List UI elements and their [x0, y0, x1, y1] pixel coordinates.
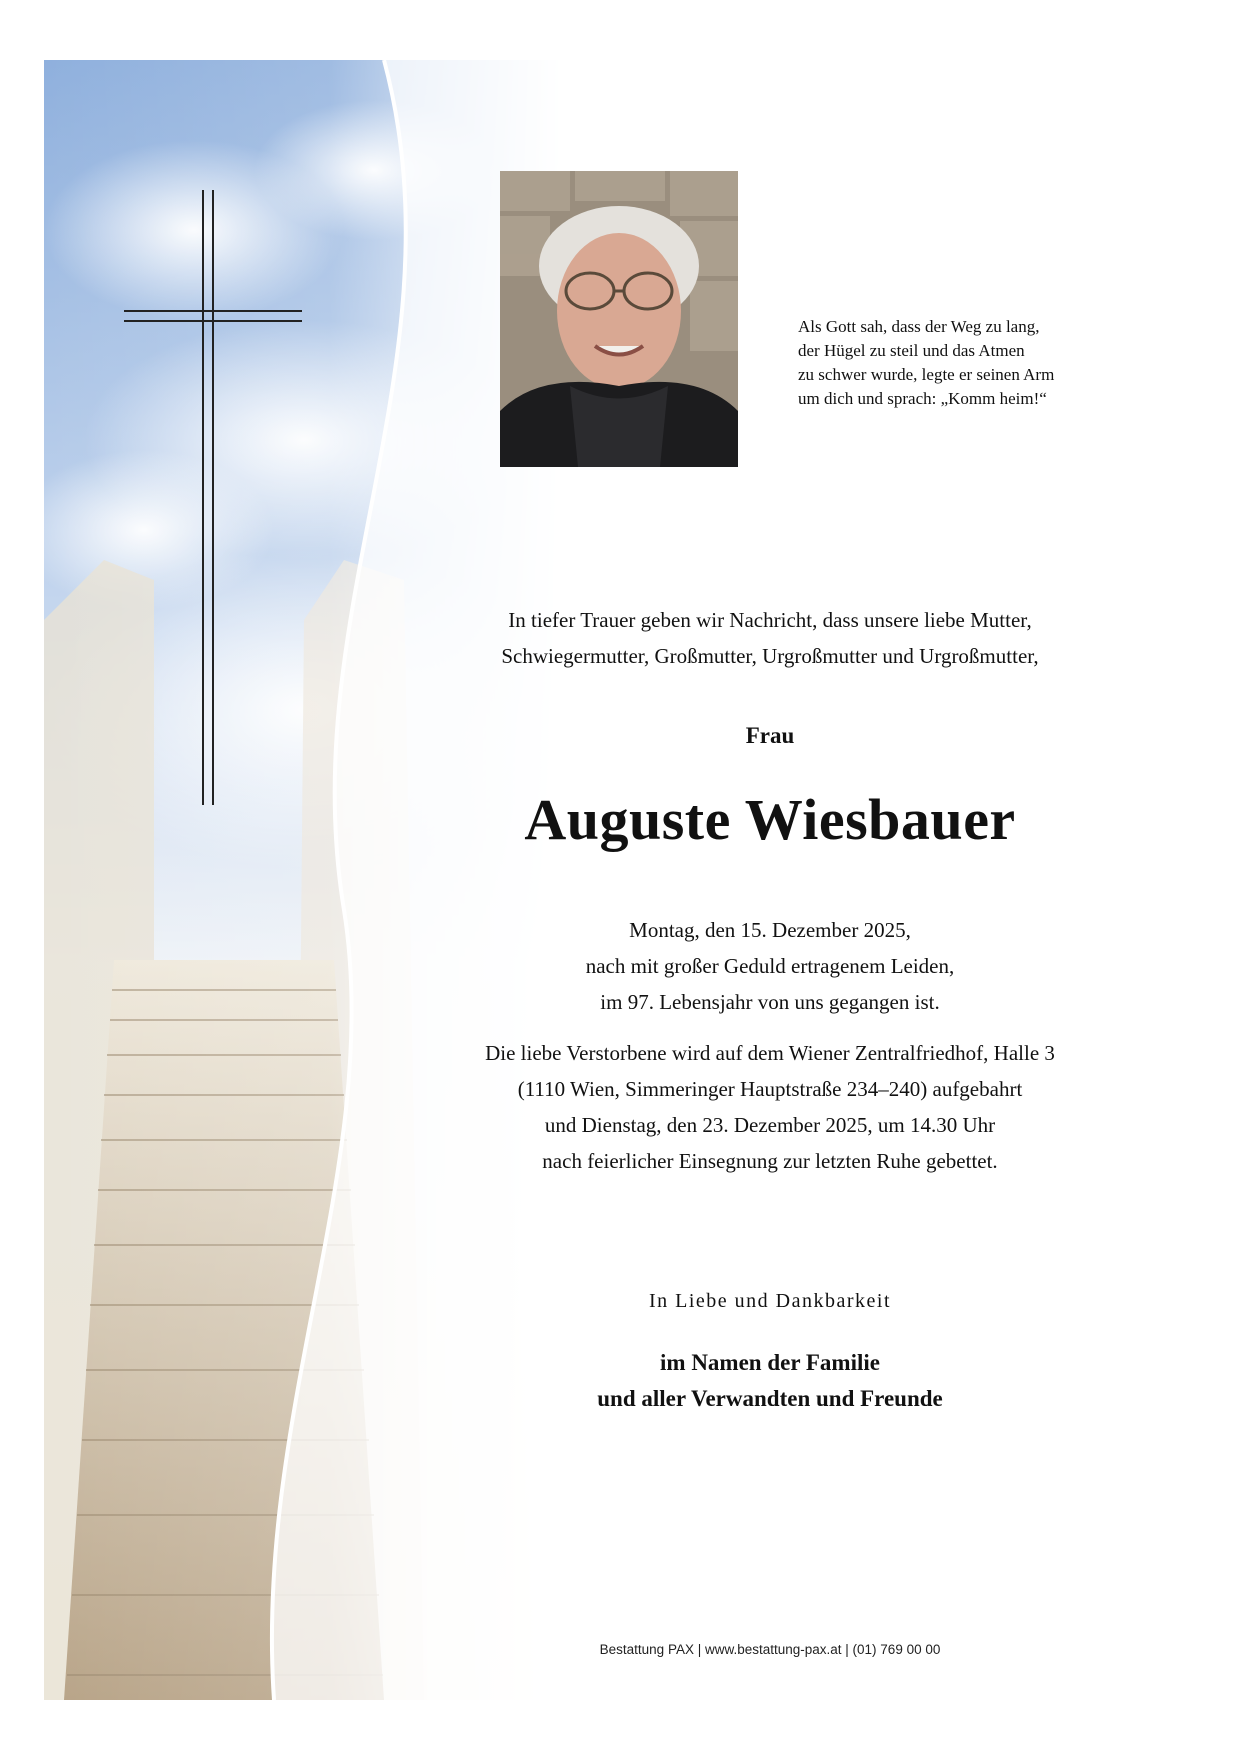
funeral-info-line: und Dienstag, den 23. Dezember 2025, um 14.30 Uhr	[544, 1113, 996, 1137]
death-info-line: nach mit großer Geduld ertragenem Leiden,	[585, 954, 955, 978]
salutation: Frau	[745, 723, 795, 748]
death-info-line: im 97. Lebensjahr von uns gegangen ist.	[600, 990, 940, 1014]
portrait-photo	[500, 171, 738, 467]
funeral-info	[400, 1035, 1140, 1179]
signature-line: im Namen der Familie	[660, 1350, 880, 1375]
portrait-illustration	[500, 171, 738, 467]
verse-line: Als Gott sah, dass der Weg zu lang,	[798, 317, 1040, 336]
sky-and-stairs-illustration	[44, 60, 564, 1700]
funeral-info-line: Die liebe Verstorbene wird auf dem Wiener Zentralfriedhof, Halle 3	[485, 1041, 1055, 1065]
signature-line: und aller Verwandten und Freunde	[597, 1386, 943, 1411]
funeral-info-line: nach feierlicher Einsegnung zur letzten Ruhe gebettet.	[542, 1149, 998, 1173]
verse-line: um dich und sprach: „Komm heim!“	[798, 389, 1047, 408]
verse-line: der Hügel zu steil und das Atmen	[798, 341, 1025, 360]
signature	[400, 1345, 1140, 1417]
verse-line: zu schwer wurde, legte er seinen Arm	[798, 365, 1055, 384]
intro-line: In tiefer Trauer geben wir Nachricht, dass unsere liebe Mutter,	[508, 608, 1032, 632]
closing-phrase: In Liebe und Dankbarkeit	[648, 1290, 892, 1312]
deceased-name: Auguste Wiesbauer	[524, 787, 1016, 852]
funeral-info-line: (1110 Wien, Simmeringer Hauptstraße 234–240) aufgebahrt	[517, 1077, 1023, 1101]
verse	[798, 315, 1118, 411]
intro-text	[400, 602, 1140, 674]
footer-contact: Bestattung PAX | www.bestattung-pax.at | (01) 769 00 00	[599, 1642, 941, 1657]
death-info-line: Montag, den 15. Dezember 2025,	[629, 918, 911, 942]
intro-line: Schwiegermutter, Großmutter, Urgroßmutter und Urgroßmutter,	[501, 644, 1039, 668]
death-info	[400, 912, 1140, 1020]
decorative-background	[44, 60, 564, 1700]
